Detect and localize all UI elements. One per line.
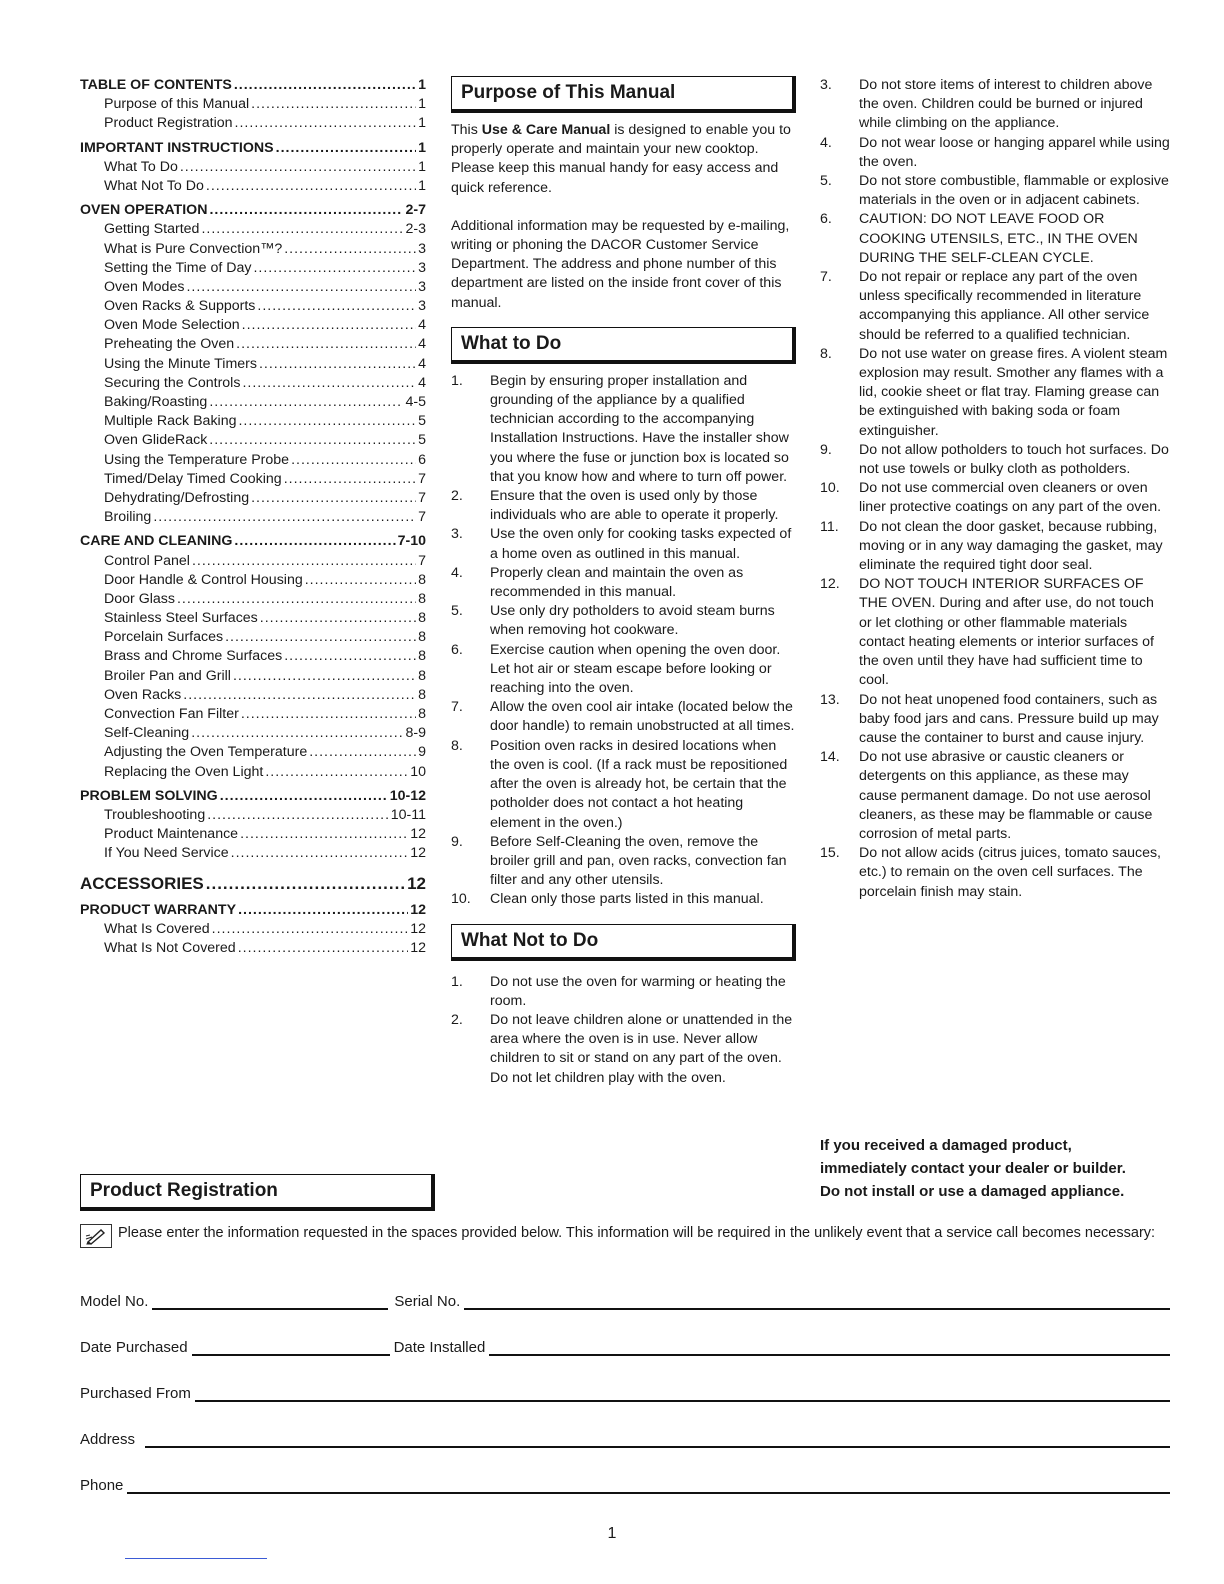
toc-entry-label: What To Do — [104, 158, 178, 175]
list-item-number: 2. — [451, 488, 463, 505]
list-item-text: Before Self-Cleaning the oven, remove the broiler grill and pan, oven racks, convection fan filter and any other utensils. — [490, 833, 787, 889]
right-column — [820, 76, 1170, 902]
toc-entry — [80, 489, 426, 508]
date-installed-field[interactable] — [489, 1338, 1170, 1356]
list-item-text: Do not use commercial oven cleaners or oven liner protective coatings on any part of the oven. — [859, 480, 1162, 516]
toc-entry-page: 8 — [418, 590, 426, 607]
list-item-number: 7. — [451, 699, 463, 716]
product-registration-heading: Product Registration — [80, 1174, 435, 1211]
toc-entry-page: 12 — [410, 901, 426, 918]
page-number: 1 — [607, 1525, 617, 1542]
what-not-to-do-list — [451, 973, 796, 1088]
toc-entry — [80, 901, 426, 920]
address-row — [80, 1430, 1170, 1448]
list-item-text: Do not wear loose or hanging apparel while using the oven. — [859, 134, 1170, 170]
toc-entry-label: Brass and Chrome Surfaces — [104, 648, 283, 665]
toc-entry — [80, 297, 426, 316]
toc-entry-label: Securing the Controls — [104, 374, 241, 391]
toc-entry-page: 3 — [418, 278, 426, 295]
what-not-to-do-heading: What Not to Do — [451, 924, 796, 961]
list-item — [820, 441, 1170, 479]
list-item — [820, 844, 1170, 902]
purpose-paragraph-1: This Use & Care Manual is designed to enable you to properly operate and maintain your new cooktop. Please keep this manual handy for easy access and quick reference. — [451, 122, 791, 196]
toc-entry-label: PROBLEM SOLVING — [80, 787, 218, 804]
toc-entry-page: 2-7 — [405, 202, 426, 219]
toc-leader-dots — [235, 114, 417, 133]
toc-entry-label: What Is Not Covered — [104, 939, 236, 956]
list-item-number: 8. — [451, 737, 463, 754]
toc-entry-page: 4-5 — [405, 394, 426, 410]
toc-entry-label: What Is Covered — [104, 920, 210, 937]
toc-entry-page: 10-11 — [390, 806, 426, 823]
purchased-from-label: Purchased From — [80, 1385, 191, 1402]
toc-entry — [80, 431, 426, 450]
toc-entry — [80, 451, 426, 470]
list-item — [820, 172, 1170, 210]
toc-entry — [80, 628, 426, 647]
list-item-text: Do not store items of interest to children above the oven. Children could be burned or injured while climbing on the appliance. — [859, 77, 1153, 132]
toc-entry — [80, 259, 426, 278]
toc-entry-label: Stainless Steel Surfaces — [104, 610, 258, 627]
serial-label: Serial No. — [394, 1293, 461, 1310]
toc-entry-label: Door Handle & Control Housing — [104, 571, 303, 588]
toc-entry-page: 3 — [418, 240, 426, 257]
list-item — [451, 1011, 796, 1088]
purchased-from-row — [80, 1384, 1170, 1402]
list-item-number: 4. — [820, 134, 832, 151]
toc-leader-dots — [225, 628, 416, 647]
toc-entry-page: 8 — [418, 667, 426, 684]
list-item-text: Position oven racks in desired locations when the oven is cool. (If a rack must be repositioned after the oven is already hot, be certain that the potholder does not contact a hot heating element in the oven.) — [490, 737, 788, 831]
toc-entry — [80, 844, 426, 863]
model-field[interactable] — [152, 1292, 388, 1310]
toc-entry-page: 4 — [418, 374, 426, 391]
toc-leader-dots — [192, 552, 416, 571]
model-label: Model No. — [80, 1293, 149, 1310]
toc-entry-page: 1 — [418, 139, 426, 156]
toc-entry-page: 8 — [418, 648, 426, 665]
date-installed-label: Date Installed — [393, 1339, 486, 1356]
toc-entry — [80, 825, 426, 844]
toc-entry-label: Replacing the Oven Light — [104, 763, 264, 780]
toc-leader-dots — [291, 451, 416, 470]
list-item — [451, 564, 796, 602]
list-item — [451, 737, 796, 833]
list-item — [820, 575, 1170, 690]
list-item — [451, 372, 796, 487]
toc-entry — [80, 939, 426, 958]
list-item-text: Use the oven only for cooking tasks expected of a home oven as outlined in this manual. — [490, 526, 792, 562]
toc-leader-dots — [238, 412, 416, 431]
list-item — [820, 748, 1170, 844]
toc-entry — [80, 609, 426, 628]
toc-entry-page: 12 — [410, 920, 426, 937]
toc-entry-label: Product Registration — [104, 115, 233, 132]
toc-entry-page: 9 — [418, 744, 426, 761]
toc-entry — [80, 139, 426, 158]
date-purchased-field[interactable] — [192, 1338, 390, 1356]
toc-leader-dots — [251, 95, 416, 114]
list-item-number: 9. — [820, 441, 832, 458]
toc-entry-label: Oven Mode Selection — [104, 317, 240, 334]
toc-entry-page: 7 — [418, 470, 426, 487]
toc-entry — [80, 743, 426, 762]
list-item-text: Properly clean and maintain the oven as recommended in this manual. — [490, 564, 744, 601]
toc-entry — [80, 532, 426, 551]
toc-leader-dots — [191, 724, 403, 743]
toc-leader-dots — [233, 667, 416, 686]
toc-entry-label: Oven Racks & Supports — [104, 298, 256, 315]
list-item-number: 3. — [820, 77, 832, 93]
toc-leader-dots — [220, 787, 388, 806]
list-item — [820, 479, 1170, 517]
toc-entry — [80, 470, 426, 489]
toc-entry-page: 2-3 — [405, 221, 426, 238]
list-item-number: 14. — [820, 749, 840, 766]
list-item-number: 9. — [451, 833, 463, 850]
toc-entry — [80, 278, 426, 297]
toc-entry-label: ACCESSORIES — [80, 873, 204, 893]
toc-entry-label: Oven Racks — [104, 686, 182, 703]
list-item-text: Do not heat unopened food containers, such as baby food jars and cans. Pressure build up may cause the container to burst and cause injury. — [859, 691, 1159, 746]
toc-entry — [80, 552, 426, 571]
phone-field[interactable] — [127, 1476, 1170, 1494]
toc-entry-label: Adjusting the Oven Temperature — [104, 744, 308, 761]
list-item-text: CAUTION: DO NOT LEAVE FOOD OR COOKING UTENSILS, ETC., IN THE OVEN DURING THE SELF-CLEAN CYCLE. — [859, 211, 1138, 266]
toc-entry — [80, 335, 426, 354]
toc-entry-page: 1 — [418, 177, 426, 194]
what-to-do-list — [451, 372, 796, 910]
list-item-number: 7. — [820, 269, 832, 286]
toc-entry-label: Product Maintenance — [104, 826, 239, 843]
toc-entry-label: IMPORTANT INSTRUCTIONS — [80, 139, 274, 156]
toc-leader-dots — [209, 201, 403, 220]
list-item-text: Do not use the oven for warming or heating the room. — [490, 973, 786, 1009]
toc-leader-dots — [201, 220, 403, 239]
list-item — [451, 602, 796, 640]
toc-entry-page: 8 — [418, 571, 426, 588]
toc-entry — [80, 571, 426, 590]
toc-leader-dots — [284, 647, 416, 666]
list-item — [451, 833, 796, 891]
toc-entry — [80, 705, 426, 724]
toc-entry-page: 7 — [418, 489, 426, 506]
list-item-number: 11. — [820, 518, 839, 535]
toc-entry-label: Purpose of this Manual — [104, 96, 250, 113]
toc-entry-label: If You Need Service — [104, 845, 229, 862]
toc-entry-page: 1 — [418, 96, 426, 113]
toc-entry-page: 8 — [418, 686, 426, 703]
toc-entry-label: Dehydrating/Defrosting — [104, 489, 250, 506]
list-item — [451, 698, 796, 736]
list-item-number: 13. — [820, 691, 840, 708]
toc-entry-label: Using the Temperature Probe — [104, 451, 290, 468]
list-item-number: 5. — [451, 603, 463, 620]
list-item-number: 4. — [451, 564, 463, 581]
toc-leader-dots — [242, 374, 416, 393]
list-item — [451, 890, 796, 909]
list-item-text: Ensure that the oven is used only by those individuals who are able to operate it properly. — [490, 488, 779, 524]
toc-entry — [80, 667, 426, 686]
toc-leader-dots — [259, 355, 416, 374]
toc-leader-dots — [207, 806, 389, 825]
address-field[interactable] — [145, 1430, 1170, 1448]
list-item-text: Do not store combustible, flammable or explosive materials in the oven or in adjacent cabinets. — [859, 173, 1169, 209]
toc-entry-label: Timed/Delay Timed Cooking — [104, 470, 282, 487]
toc-entry — [80, 201, 426, 220]
list-item-text: Use only dry potholders to avoid steam burns when removing hot cookware. — [490, 603, 775, 639]
toc-entry-page: 7 — [418, 552, 426, 569]
toc-entry-label: Control Panel — [104, 552, 190, 569]
toc-leader-dots — [177, 590, 416, 609]
toc-leader-dots — [260, 609, 416, 628]
list-item-number: 8. — [820, 345, 832, 362]
list-item — [820, 345, 1170, 441]
toc-entry-label: Multiple Rack Baking — [104, 413, 237, 430]
toc-entry-page: 10-12 — [389, 787, 426, 804]
toc-entry — [80, 590, 426, 609]
purpose-paragraph-2: Additional information may be requested by e-mailing, writing or phoning the DACOR Customer Service Department. The address and phone number of this department are listed on the inside front cover of this manual. — [451, 217, 790, 311]
toc-leader-dots — [206, 177, 416, 196]
list-item-text: Do not use abrasive or caustic cleaners or detergents on this appliance, as these may cause permanent damage. Do not use aerosol cleaners, as these may be flammable or cause corrosion of metal parts. — [859, 749, 1153, 842]
toc-leader-dots — [305, 571, 416, 590]
toc-entry-label: Porcelain Surfaces — [104, 629, 224, 646]
toc-entry — [80, 158, 426, 177]
what-to-do-heading: What to Do — [451, 327, 796, 364]
toc-leader-dots — [276, 139, 416, 158]
toc-entry-label: Door Glass — [104, 590, 175, 607]
list-item-number: 6. — [820, 211, 832, 228]
list-item-number: 6. — [451, 641, 463, 658]
toc-entry — [80, 724, 426, 743]
dates-row — [80, 1338, 1170, 1356]
toc-entry-label: Oven Modes — [104, 278, 185, 295]
toc-entry-page: 3 — [418, 259, 426, 276]
toc-entry — [80, 316, 426, 335]
toc-leader-dots — [183, 686, 416, 705]
list-item — [820, 268, 1170, 345]
list-item-text: Clean only those parts listed in this manual. — [490, 891, 764, 908]
toc-entry-page: 10 — [410, 763, 426, 780]
toc-leader-dots — [251, 489, 416, 508]
toc-entry-page: 6 — [418, 451, 426, 468]
toc-leader-dots — [238, 939, 409, 958]
what-not-to-do-list-continued — [820, 76, 1170, 902]
toc-entry-page: 1 — [418, 115, 426, 132]
toc-entry-page: 4 — [418, 336, 426, 353]
list-item — [820, 76, 1170, 134]
toc-entry-label: Preheating the Oven — [104, 336, 235, 353]
toc-leader-dots — [236, 335, 416, 354]
purpose-heading: Purpose of This Manual — [451, 76, 796, 113]
toc-entry — [80, 763, 426, 782]
toc-leader-dots — [234, 532, 395, 551]
toc-entry — [80, 393, 426, 412]
toc-entry — [80, 806, 426, 825]
toc-entry — [80, 355, 426, 374]
list-item-number: 1. — [451, 372, 463, 389]
toc-entry-label: Broiling — [104, 509, 152, 526]
toc-entry — [80, 508, 426, 527]
toc-entry-page: 12 — [410, 939, 426, 956]
pen-writing-icon — [80, 1224, 112, 1248]
toc-entry — [80, 76, 426, 95]
toc-entry — [80, 177, 426, 196]
toc-entry-page: 8 — [418, 706, 426, 722]
toc-leader-dots — [238, 901, 408, 920]
list-item-number: 3. — [451, 526, 463, 543]
toc-entry — [80, 872, 426, 896]
list-item-text: Do not allow acids (citrus juices, tomato sauces, etc.) to remain on the oven cell surfaces. The porcelain finish may stain. — [859, 845, 1162, 900]
toc-entry-page: 5 — [418, 432, 426, 449]
list-item-text: Do not allow potholders to touch hot surfaces. Do not use towels or bulky cloth as potholders. — [859, 441, 1169, 478]
list-item-number: 2. — [451, 1011, 463, 1028]
toc-leader-dots — [253, 259, 416, 278]
toc-entry — [80, 412, 426, 431]
toc-entry-label: What Not To Do — [104, 177, 204, 194]
purchased-from-field[interactable] — [195, 1384, 1170, 1402]
toc-leader-dots — [234, 76, 416, 95]
toc-entry — [80, 114, 426, 133]
toc-leader-dots — [212, 920, 409, 939]
toc-leader-dots — [240, 825, 408, 844]
toc-entry — [80, 240, 426, 259]
toc-entry — [80, 686, 426, 705]
list-item-text: Do not leave children alone or unattended in the area where the oven is in use. Never allow children to sit or stand on any part of the oven. Do not let children play with the oven. — [490, 1011, 793, 1086]
toc-leader-dots — [209, 431, 416, 450]
list-item-number: 5. — [820, 173, 832, 190]
toc-entry-page: 1 — [418, 77, 426, 93]
damage-warning: If you received a damaged product, immediately contact your dealer or builder. Do not install or use a damaged appliance. — [820, 1137, 1126, 1200]
toc-entry-label: Using the Minute Timers — [104, 355, 257, 372]
list-item-text: Do not use water on grease fires. A violent steam explosion may result. Smother any flames with a lid, cookie sheet or flat tray. Flaming grease can be extinguished with baking soda or foam extinguisher. — [859, 345, 1168, 439]
toc-entry-page: 12 — [410, 826, 426, 843]
phone-row — [80, 1476, 1170, 1494]
toc-leader-dots — [309, 743, 416, 762]
toc-leader-dots — [257, 297, 416, 316]
list-item — [820, 691, 1170, 749]
toc-entry-label: Convection Fan Filter — [104, 706, 239, 722]
toc-entry-page: 12 — [407, 873, 426, 893]
table-of-contents — [80, 76, 426, 958]
list-item — [820, 518, 1170, 576]
toc-entry-label: What is Pure Convection™? — [104, 240, 283, 257]
toc-entry-label: Oven GlideRack — [104, 432, 208, 449]
toc-leader-dots — [180, 158, 416, 177]
list-item-text: DO NOT TOUCH INTERIOR SURFACES OF THE OVEN. During and after use, do not touch or let clothing or other flammable materials contact heating elements or interior surfaces of the oven until they have had sufficient time to cool. — [859, 576, 1154, 689]
toc-entry-label: Setting the Time of Day — [104, 259, 252, 276]
toc-leader-dots — [265, 763, 408, 782]
toc-leader-dots — [206, 872, 405, 896]
toc-entry-page: 7-10 — [397, 533, 426, 550]
model-serial-row — [80, 1292, 1170, 1310]
list-item-number: 10. — [451, 891, 471, 908]
list-item — [451, 487, 796, 525]
toc-leader-dots — [186, 278, 416, 297]
list-item-number: 10. — [820, 480, 840, 497]
toc-entry-page: 7 — [418, 509, 426, 526]
list-item-text: Do not clean the door gasket, because rubbing, moving or in any way damaging the gasket, may eliminate the required tight door seal. — [859, 518, 1163, 574]
toc-entry-page: 4 — [418, 355, 426, 372]
toc-entry-label: CARE AND CLEANING — [80, 533, 233, 550]
toc-leader-dots — [284, 470, 416, 489]
toc-entry-label: Troubleshooting — [104, 806, 206, 823]
toc-entry — [80, 95, 426, 114]
list-item-text: Do not repair or replace any part of the oven unless specifically recommended in literature accompanying this appliance. All other service should be referred to a qualified technician. — [859, 269, 1150, 343]
list-item — [451, 525, 796, 563]
toc-entry-label: PRODUCT WARRANTY — [80, 901, 237, 918]
toc-entry-page: 8-9 — [405, 725, 426, 742]
toc-entry-page: 3 — [418, 298, 426, 315]
toc-entry-label: TABLE OF CONTENTS — [80, 77, 232, 93]
list-item-text: Exercise caution when opening the oven door. Let hot air or steam escape before looking or reaching into the oven. — [490, 641, 781, 697]
list-item-text: Allow the oven cool air intake (located below the door handle) to remain unobstructed at all times. — [490, 699, 795, 735]
registration-note: Please enter the information requested in the spaces provided below. This information will be required in the unlikely event that a service call becomes necessary: — [80, 1222, 1170, 1248]
toc-entry-label: Getting Started — [104, 221, 200, 238]
toc-entry-page: 5 — [418, 413, 426, 430]
toc-entry-page: 12 — [410, 845, 426, 862]
list-item — [820, 210, 1170, 268]
bottom-link-underline — [125, 1558, 267, 1559]
toc-leader-dots — [231, 844, 409, 863]
toc-leader-dots — [241, 705, 416, 724]
toc-entry-label: Broiler Pan and Grill — [104, 667, 231, 684]
list-item — [451, 641, 796, 699]
toc-entry-page: 4 — [418, 317, 426, 334]
phone-label: Phone — [80, 1477, 124, 1494]
list-item-number: 12. — [820, 576, 840, 593]
toc-leader-dots — [153, 508, 416, 527]
toc-leader-dots — [284, 240, 416, 259]
list-item-text: Begin by ensuring proper installation and grounding of the appliance by a qualified technician according to the accompanying Installation Instructions. Have the installer show you where the fuse or junction box is located so that you know how and where to turn off power. — [490, 372, 789, 485]
date-purchased-label: Date Purchased — [80, 1339, 188, 1356]
toc-entry — [80, 920, 426, 939]
toc-leader-dots — [209, 393, 403, 412]
toc-entry-page: 8 — [418, 629, 426, 646]
toc-entry-label: OVEN OPERATION — [80, 202, 208, 219]
list-item-number: 1. — [451, 973, 463, 990]
list-item-number: 15. — [820, 845, 840, 862]
toc-entry-page: 8 — [418, 610, 426, 627]
toc-entry-label: Baking/Roasting — [104, 394, 208, 410]
toc-entry — [80, 220, 426, 239]
list-item — [451, 973, 796, 1011]
serial-field[interactable] — [464, 1292, 1170, 1310]
address-label: Address — [80, 1431, 136, 1448]
toc-entry — [80, 787, 426, 806]
toc-leader-dots — [242, 316, 416, 335]
toc-entry — [80, 647, 426, 666]
middle-column — [451, 76, 796, 1088]
toc-entry-label: Self-Cleaning — [104, 725, 190, 742]
toc-entry-page: 1 — [418, 158, 426, 175]
toc-entry — [80, 374, 426, 393]
list-item — [820, 134, 1170, 172]
